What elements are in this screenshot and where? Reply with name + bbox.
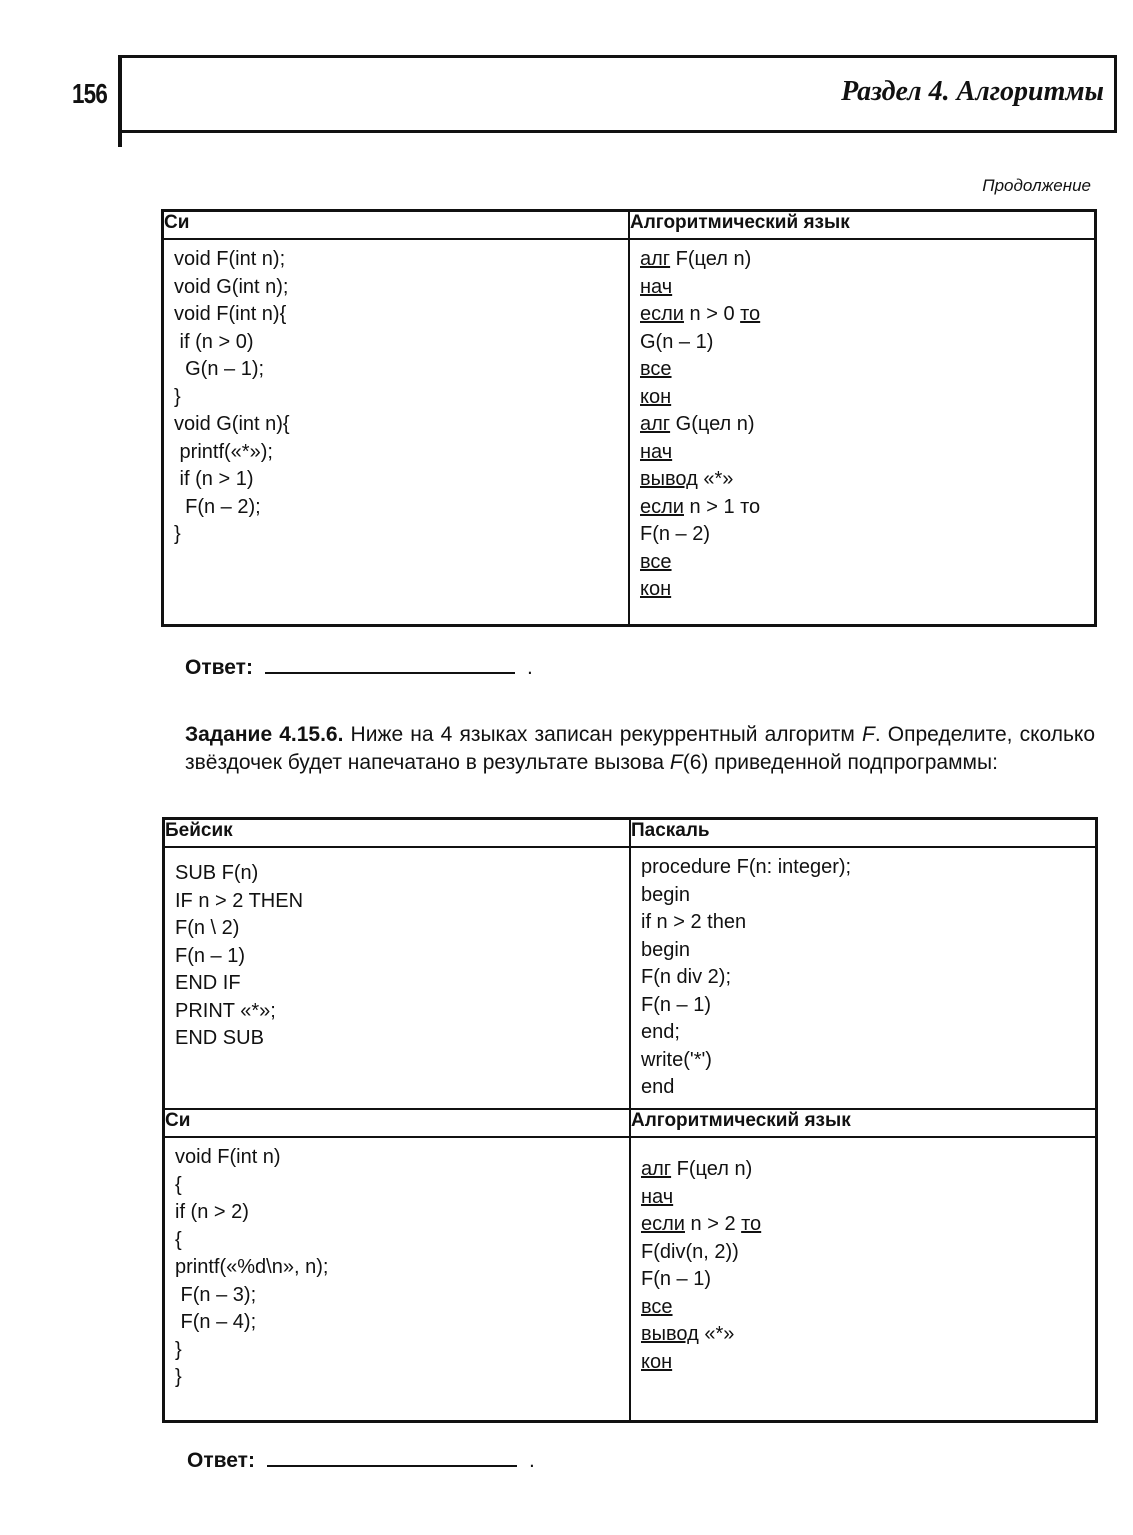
code-line [640, 439, 1084, 467]
code-line: if (n > 1) [174, 468, 254, 490]
table1-c-code [163, 239, 630, 626]
code-line: void G(int n); [174, 275, 289, 298]
answer-label: Ответ: [185, 656, 253, 679]
header-rule [118, 125, 122, 147]
task-text-part: . Определите, сколько звёздочек будет напечатано в результате вызова [185, 723, 1096, 774]
code-line: { [175, 1228, 182, 1251]
code-line [640, 576, 1084, 604]
code-text: F(цел n) [671, 1158, 753, 1180]
code-lines [630, 240, 1094, 610]
c-code [164, 1137, 631, 1422]
keyword: то [741, 1213, 762, 1235]
code-line: PRINT «*»; [175, 999, 276, 1022]
table1-left-header: Си [163, 211, 630, 240]
code-line [641, 1211, 1085, 1239]
code-line: printf(«%d\n», n); [175, 1256, 329, 1278]
section-title: Раздел 4. Алгоритмы [841, 76, 1104, 107]
alg-header: Алгоритмический язык [630, 1109, 1097, 1137]
code-line: void F(int n) [175, 1146, 281, 1168]
answer-blank[interactable] [267, 1447, 517, 1467]
code-line: } [174, 385, 181, 408]
task-text-part: Ниже на 4 языках записан рекуррентный алгоритм [343, 723, 862, 746]
code-line [641, 1239, 1085, 1267]
code-line [640, 356, 1084, 384]
function-name: F [669, 751, 683, 774]
code-table-1 [161, 209, 1097, 627]
task-statement [185, 721, 1095, 777]
task-text-part: (6) приведенной подпрограммы: [682, 751, 998, 774]
code-text: «*» [698, 1323, 735, 1345]
code-line: F(n – 2); [174, 495, 261, 518]
code-line: { [175, 1173, 182, 1196]
code-line: F(n – 1) [641, 993, 712, 1016]
code-text: F(div(n, 2)) [641, 1240, 739, 1263]
code-line [641, 1321, 1085, 1349]
code-line: SUB F(n) [175, 862, 259, 884]
answer-blank[interactable] [265, 654, 515, 674]
keyword: вывод [641, 1323, 699, 1345]
code-line [640, 549, 1084, 577]
answer-line-1 [185, 654, 533, 680]
code-line: end [641, 1076, 675, 1098]
code-line [641, 1184, 1085, 1212]
code-line [641, 1294, 1085, 1322]
code-line [640, 301, 1084, 329]
keyword: кон [640, 385, 672, 408]
code-line [640, 411, 1084, 439]
section-header [118, 55, 1117, 133]
code-lines [165, 1138, 629, 1398]
code-line [641, 1156, 1085, 1184]
code-line: END IF [175, 972, 241, 994]
keyword: все [640, 550, 672, 573]
code-line: F(n div 2); [641, 966, 732, 988]
code-text: F(цел n) [670, 248, 752, 270]
task-title: Задание 4.15.6. [185, 723, 344, 746]
c-header: Си [164, 1109, 631, 1137]
code-line: begin [641, 883, 690, 906]
code-line: void F(int n); [174, 248, 286, 270]
code-line [641, 1349, 1085, 1377]
keyword: нач [640, 440, 673, 463]
code-line: write('*') [641, 1048, 712, 1071]
keyword: алг [640, 413, 671, 435]
code-lines [631, 1138, 1095, 1382]
keyword: если [640, 303, 684, 325]
code-line: } [174, 523, 181, 545]
code-table-2 [162, 817, 1098, 1423]
answer-dot: . [526, 656, 533, 679]
code-text: n > 0 [683, 303, 741, 325]
basic-header: Бейсик [164, 819, 631, 848]
code-line: G(n – 1); [174, 358, 265, 380]
keyword: нач [641, 1185, 674, 1208]
keyword: если [641, 1213, 685, 1235]
keyword: все [641, 1295, 673, 1318]
keyword: нач [640, 275, 673, 298]
keyword: если [640, 495, 684, 518]
code-text: F(n – 2) [640, 523, 711, 545]
function-name: F [861, 723, 875, 746]
code-line: IF n > 2 THEN [175, 889, 304, 912]
code-line [640, 246, 1084, 274]
keyword: то [740, 303, 761, 325]
keyword: алг [641, 1158, 672, 1180]
code-line: end; [641, 1021, 680, 1043]
keyword: все [640, 358, 672, 380]
code-text: «*» [697, 468, 734, 490]
code-line: procedure F(n: integer); [641, 856, 852, 878]
code-text: G(цел n) [670, 413, 755, 435]
code-text: G(n – 1) [640, 330, 714, 353]
code-line: void F(int n){ [174, 303, 287, 325]
code-line: if (n > 2) [175, 1201, 249, 1223]
continued-label: Продолжение [982, 176, 1091, 195]
keyword: вывод [640, 468, 698, 490]
answer-line-2 [187, 1447, 535, 1473]
code-line [641, 1266, 1085, 1294]
code-line: if n > 2 then [641, 911, 747, 933]
code-line: void G(int n){ [174, 413, 290, 435]
code-line: F(n – 3); [175, 1283, 257, 1306]
code-line: } [175, 1338, 182, 1361]
code-line [640, 466, 1084, 494]
code-text: n > 2 [684, 1213, 742, 1235]
alg-code [630, 1137, 1097, 1422]
keyword: кон [640, 578, 672, 600]
code-line: F(n – 1) [175, 944, 246, 967]
basic-code [164, 847, 631, 1109]
code-line: F(n – 4); [175, 1311, 257, 1333]
code-line: if (n > 0) [174, 330, 254, 353]
code-lines [164, 240, 628, 555]
keyword: кон [641, 1350, 673, 1373]
code-line [640, 521, 1084, 549]
code-text: n > 1 то [683, 495, 761, 518]
code-line [640, 329, 1084, 357]
code-line: F(n \ 2) [175, 917, 240, 939]
table1-right-header: Алгоритмический язык [629, 211, 1096, 240]
code-line: } [175, 1366, 182, 1388]
code-line: END SUB [175, 1027, 264, 1049]
code-text: F(n – 1) [641, 1268, 712, 1290]
code-lines [631, 848, 1095, 1108]
code-line: begin [641, 938, 690, 961]
page-number: 156 [72, 78, 107, 109]
pascal-code [630, 847, 1097, 1109]
pascal-header: Паскаль [630, 819, 1097, 848]
answer-dot: . [528, 1449, 535, 1472]
code-line [640, 494, 1084, 522]
keyword: алг [640, 248, 671, 270]
code-line: printf(«*»); [174, 440, 273, 463]
table1-alg-code [629, 239, 1096, 626]
answer-label: Ответ: [187, 1449, 255, 1472]
code-line [640, 384, 1084, 412]
code-line [640, 274, 1084, 302]
code-lines [165, 848, 629, 1059]
